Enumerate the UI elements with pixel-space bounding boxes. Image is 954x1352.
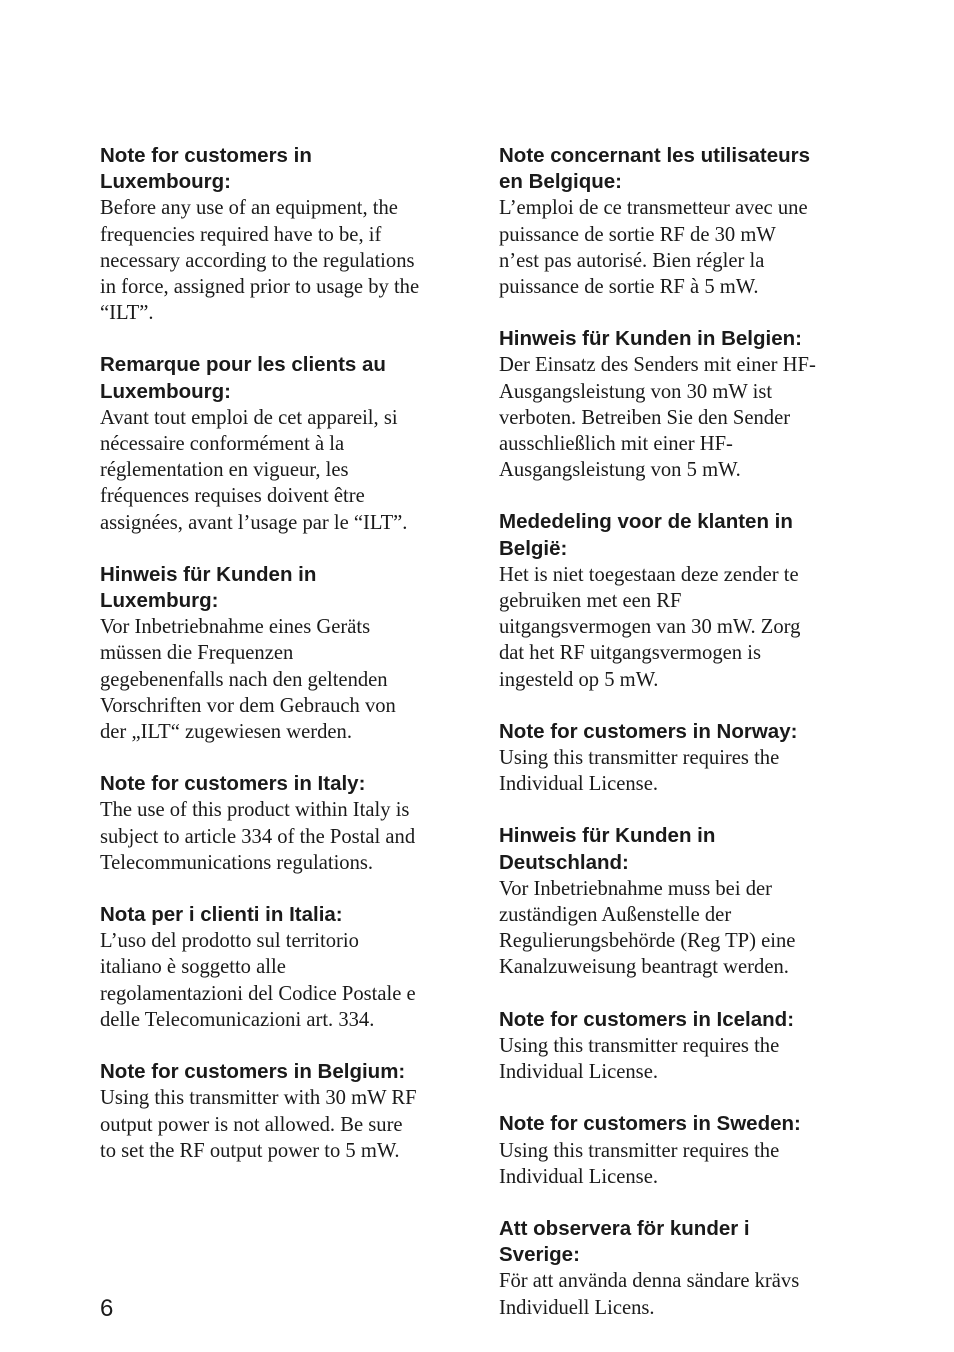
note-heading-line: Note for customers in xyxy=(100,144,312,167)
note-body-line: Ausgangsleistung von 5 mW. xyxy=(499,459,741,482)
note-body-line: Individual License. xyxy=(499,1061,658,1084)
note-body-line: ausschließlich mit einer HF- xyxy=(499,433,733,456)
note-heading-line: Mededeling voor de klanten in xyxy=(499,510,793,534)
note-body xyxy=(100,614,460,745)
note-body-line: regolamentazioni del Codice Postale e xyxy=(100,982,416,1005)
note-section xyxy=(100,352,460,535)
note-body-line: Ausgangsleistung von 30 mW ist xyxy=(499,380,773,403)
note-body-line: L’uso del prodotto sul territorio xyxy=(100,930,359,953)
note-body-line: Regulierungsbehörde (Reg TP) eine xyxy=(499,930,796,953)
note-heading xyxy=(499,509,859,561)
note-heading-line: Note for customers in Sweden: xyxy=(499,1112,801,1136)
page-number: 6 xyxy=(100,1295,114,1322)
note-body-line: gebruiken met een RF xyxy=(499,590,682,613)
note-section xyxy=(499,719,859,798)
note-body-line: Using this transmitter with 30 mW RF xyxy=(100,1087,417,1110)
note-heading-line: Deutschland: xyxy=(499,850,629,874)
note-body xyxy=(100,195,460,326)
note-body-line: För att använda denna sändare krävs xyxy=(499,1270,800,1293)
note-body xyxy=(100,797,460,876)
note-heading-line: België: xyxy=(499,536,568,560)
note-section xyxy=(100,143,460,326)
note-heading-line: Hinweis für Kunden in xyxy=(499,824,716,848)
note-body-line: Individual License. xyxy=(499,1165,658,1188)
note-body xyxy=(499,876,859,981)
note-body xyxy=(499,195,859,300)
note-body-line: Before any use of an equipment, the xyxy=(100,197,398,220)
note-body-line: subject to article 334 of the Postal and xyxy=(100,825,416,848)
note-heading xyxy=(499,823,859,875)
note-heading xyxy=(100,143,460,195)
note-body-line: uitgangsvermogen van 30 mW. Zorg xyxy=(499,616,801,639)
note-body-line: Der Einsatz des Senders mit einer HF- xyxy=(499,354,816,377)
note-body-line: The use of this product within Italy is xyxy=(100,799,410,822)
note-section xyxy=(499,509,859,692)
note-body xyxy=(499,1138,859,1190)
note-body-line: réglementation en vigueur, les xyxy=(100,459,349,482)
note-body-line: Telecommunications regulations. xyxy=(100,851,374,874)
note-body-line: output power is not allowed. Be sure xyxy=(100,1113,403,1136)
note-heading-line: Luxembourg: xyxy=(100,170,231,194)
note-heading xyxy=(100,902,460,928)
note-body-line: Using this transmitter requires the xyxy=(499,1139,780,1162)
note-body-line: Het is niet toegestaan deze zender te xyxy=(499,563,799,586)
note-body-line: verboten. Betreiben Sie den Sender xyxy=(499,406,791,429)
note-heading-line: Hinweis für Kunden in Belgien: xyxy=(499,327,802,351)
note-body-line: der „ILT“ zugewiesen werden. xyxy=(100,721,352,744)
note-body-line: Using this transmitter requires the xyxy=(499,1034,780,1057)
note-heading xyxy=(100,352,460,404)
note-body-line: assignées, avant l’usage par le “ILT”. xyxy=(100,511,408,534)
note-body-line: frequencies required have to be, if xyxy=(100,223,382,246)
note-body-line: Individual License. xyxy=(499,773,658,796)
note-section xyxy=(499,143,859,300)
note-body xyxy=(499,352,859,483)
note-heading-line: Note concernant les utilisateurs xyxy=(499,144,811,167)
note-body-line: puissance de sortie RF à 5 mW. xyxy=(499,276,759,299)
note-heading xyxy=(100,1059,460,1085)
note-heading xyxy=(499,1007,859,1033)
note-body-line: to set the RF output power to 5 mW. xyxy=(100,1139,400,1162)
right-column xyxy=(499,143,859,1347)
note-body-line: in force, assigned prior to usage by the xyxy=(100,276,420,299)
note-body-line: “ILT”. xyxy=(100,302,154,325)
note-section xyxy=(499,326,859,483)
note-heading-line: Remarque pour les clients au xyxy=(100,353,386,377)
note-heading-line: Note for customers in Iceland: xyxy=(499,1007,795,1031)
note-body-line: Vor Inbetriebnahme muss bei der xyxy=(499,877,772,900)
note-body-line: dat het RF uitgangsvermogen is xyxy=(499,642,761,665)
note-heading-line: Note for customers in Belgium: xyxy=(100,1060,406,1084)
note-body-line: Individuell Licens. xyxy=(499,1296,655,1319)
note-section xyxy=(100,1059,460,1164)
note-body-line: n’est pas autorisé. Bien régler la xyxy=(499,249,765,272)
note-body-line: nécessaire conformément à la xyxy=(100,433,345,456)
note-section xyxy=(499,1111,859,1190)
note-body xyxy=(100,928,460,1033)
note-section xyxy=(100,902,460,1033)
note-section xyxy=(499,823,859,980)
note-body-line: italiano è soggetto alle xyxy=(100,956,286,979)
note-body xyxy=(100,405,460,536)
note-heading xyxy=(499,1111,859,1137)
note-heading-line: Luxemburg: xyxy=(100,589,219,613)
note-body-line: Kanalzuweisung beantragt werden. xyxy=(499,956,789,979)
note-heading xyxy=(499,719,859,745)
note-heading-line: Note for customers in Italy: xyxy=(100,772,366,796)
note-body-line: Vor Inbetriebnahme eines Geräts xyxy=(100,616,371,639)
note-body xyxy=(499,745,859,797)
note-heading xyxy=(100,562,460,614)
note-heading-line: Note for customers in Norway: xyxy=(499,719,798,743)
note-body xyxy=(499,1268,859,1320)
note-body-line: Avant tout emploi de cet appareil, si xyxy=(100,406,398,429)
note-section xyxy=(499,1216,859,1321)
note-body-line: zuständigen Außenstelle der xyxy=(499,904,732,927)
note-heading xyxy=(499,1216,859,1268)
note-body xyxy=(499,1033,859,1085)
note-section xyxy=(100,771,460,876)
note-heading-line: en Belgique: xyxy=(499,170,623,194)
note-heading xyxy=(499,326,859,352)
note-heading xyxy=(100,771,460,797)
note-heading-line: Hinweis für Kunden in xyxy=(100,562,317,586)
note-heading-line: Att observera för kunder i xyxy=(499,1216,750,1240)
note-body-line: delle Telecomunicazioni art. 334. xyxy=(100,1008,375,1031)
note-body-line: L’emploi de ce transmetteur avec une xyxy=(499,197,808,220)
note-body-line: necessary according to the regulations xyxy=(100,249,415,272)
note-heading-line: Nota per i clienti in Italia: xyxy=(100,903,343,927)
note-heading xyxy=(499,143,859,195)
note-heading-line: Luxembourg: xyxy=(100,379,231,403)
left-column xyxy=(100,143,460,1190)
note-heading-line: Sverige: xyxy=(499,1243,580,1267)
note-body xyxy=(499,562,859,693)
note-body-line: gegebenenfalls nach den geltenden xyxy=(100,668,388,691)
note-body-line: müssen die Frequenzen xyxy=(100,642,294,665)
note-body xyxy=(100,1085,460,1164)
note-body-line: Using this transmitter requires the xyxy=(499,747,780,770)
note-section xyxy=(499,1007,859,1086)
note-body-line: fréquences requises doivent être xyxy=(100,485,365,508)
note-body-line: Vorschriften vor dem Gebrauch von xyxy=(100,694,396,717)
note-body-line: puissance de sortie RF de 30 mW xyxy=(499,223,776,246)
note-body-line: ingesteld op 5 mW. xyxy=(499,668,659,691)
note-section xyxy=(100,562,460,745)
